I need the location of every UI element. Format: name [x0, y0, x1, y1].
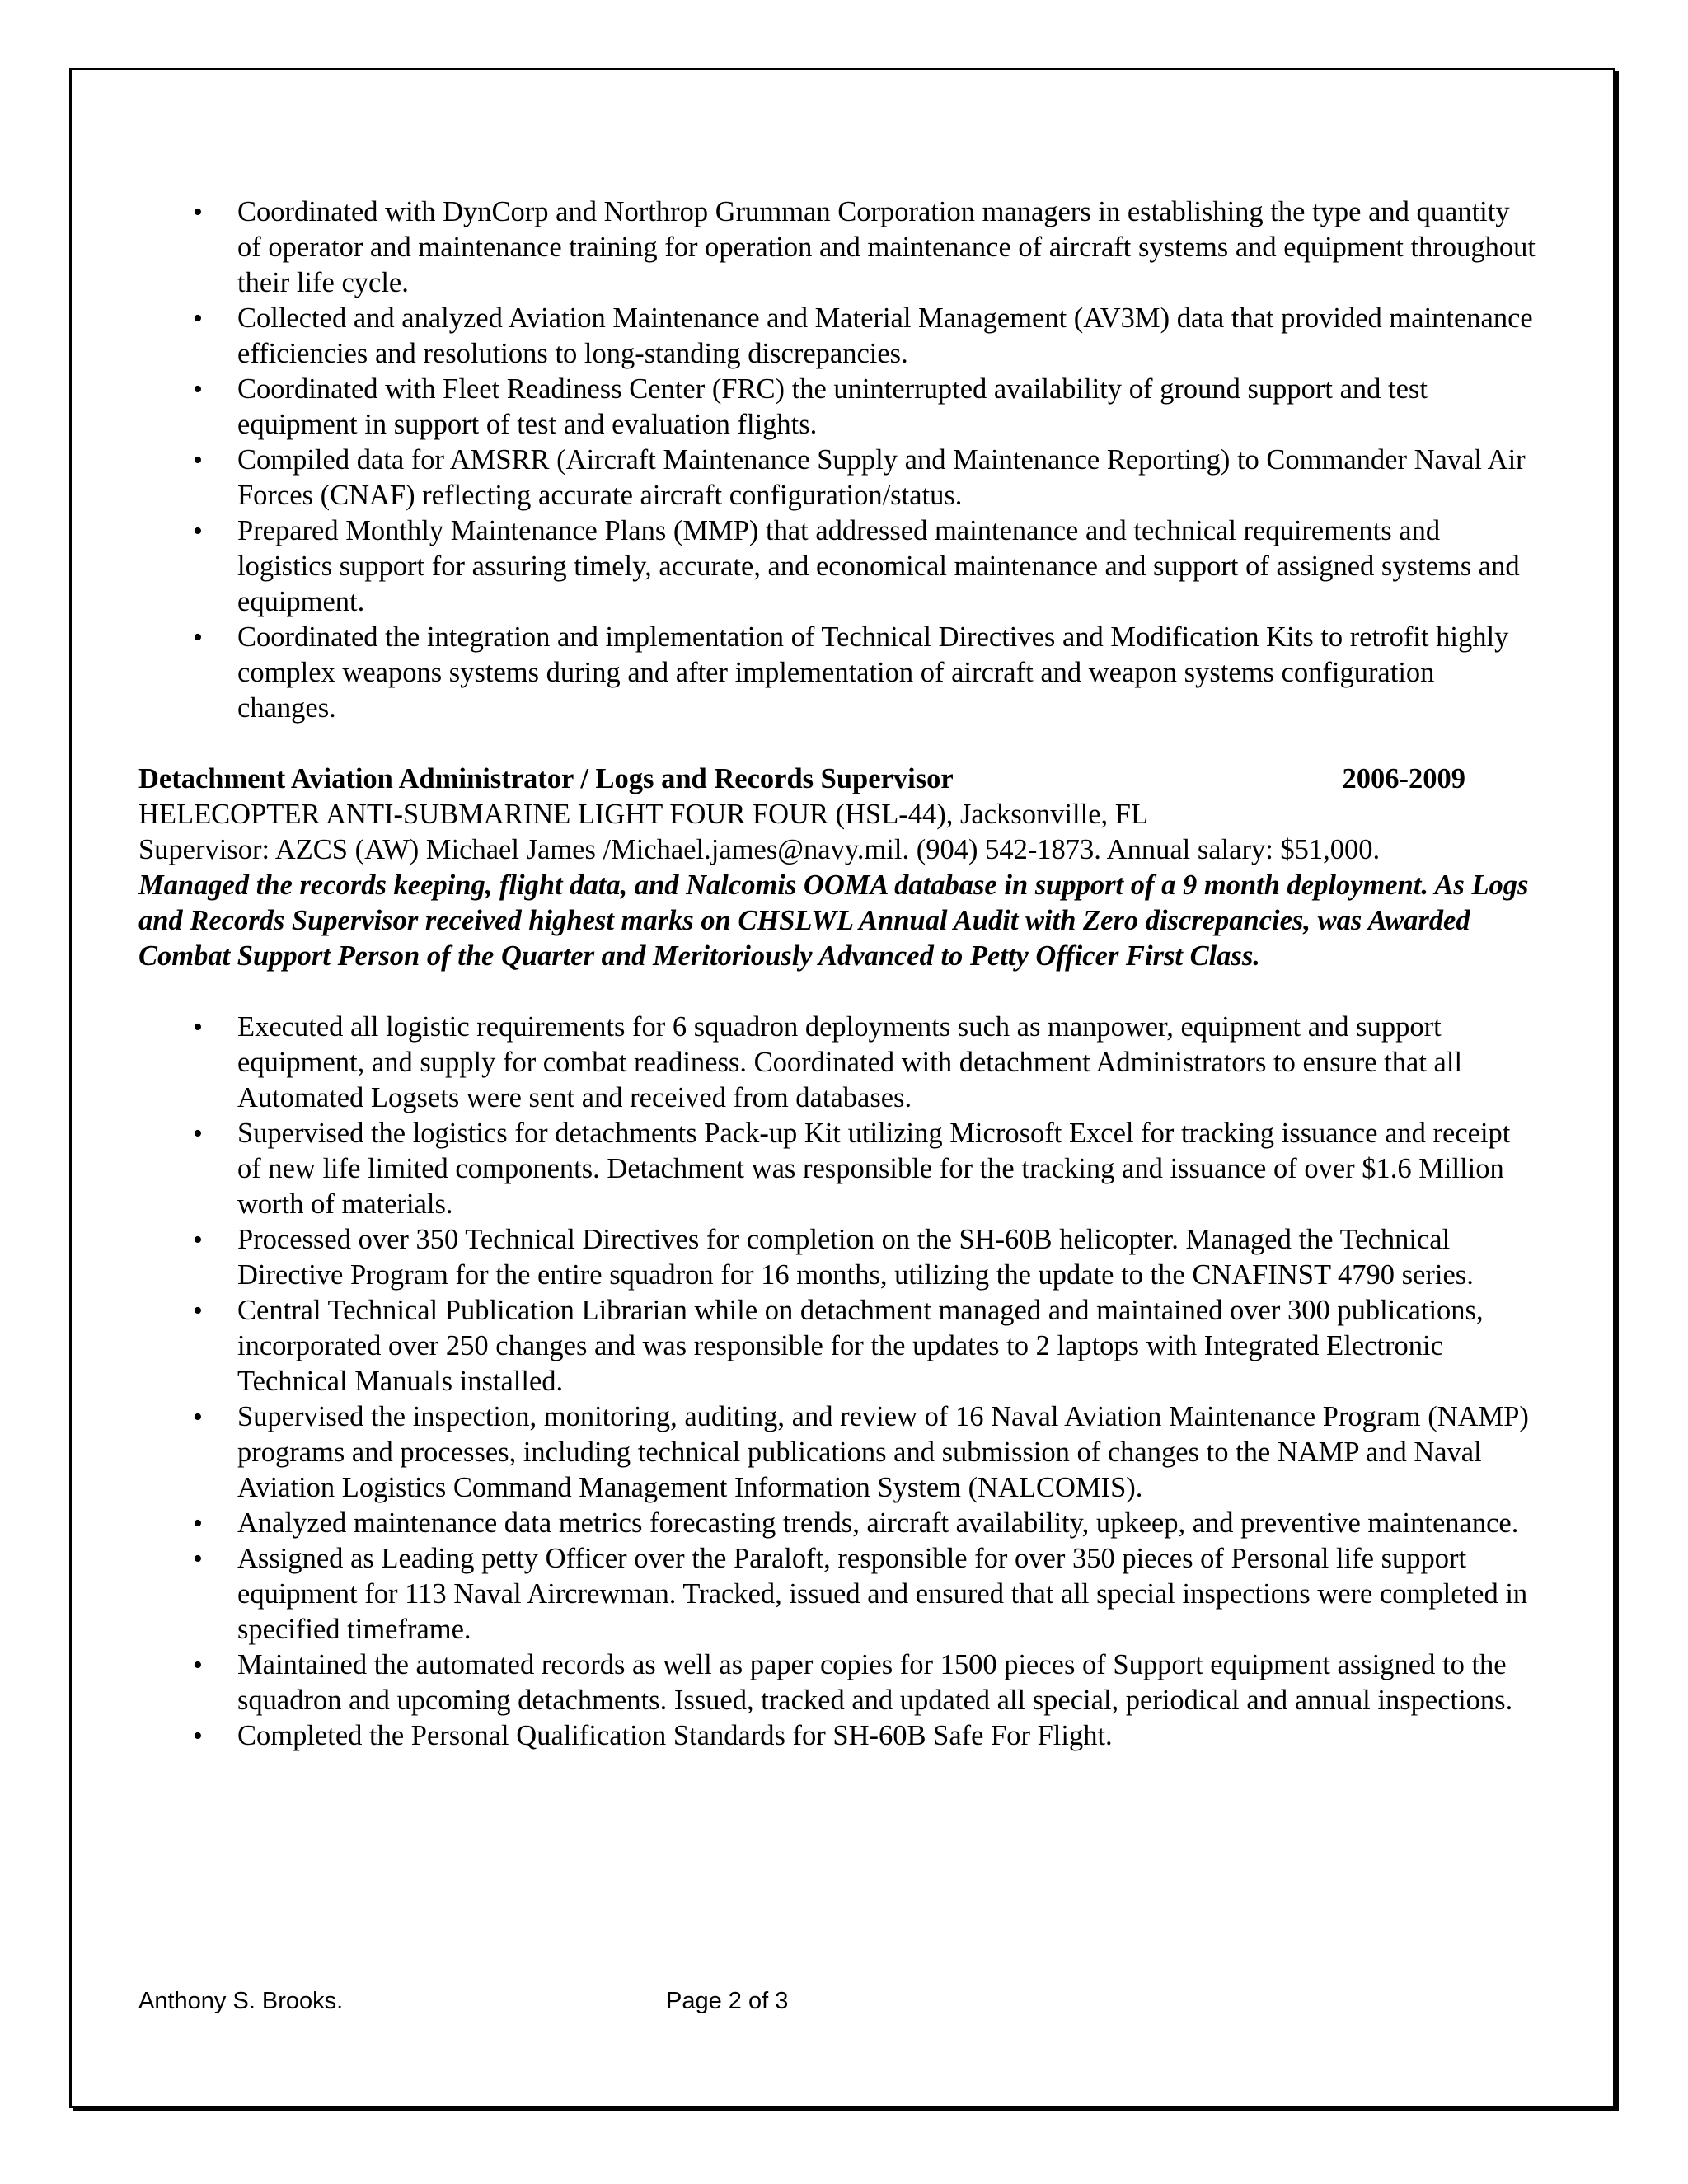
- list-item: • Maintained the automated records as well as paper copies for 1500 pieces of Support equipment assigned to the squadron and upcoming detachments. Issued, tracked and updated all special, periodical and annual inspections.: [138, 1647, 1540, 1718]
- job-dates: 2006-2009: [1342, 763, 1465, 794]
- job-title: Detachment Aviation Administrator / Logs and Records Supervisor: [138, 763, 954, 794]
- list-item: • Completed the Personal Qualification Standards for SH-60B Safe For Flight.: [138, 1718, 1540, 1754]
- footer-name: Anthony S. Brooks.: [138, 1988, 344, 2014]
- job-unit: HELECOPTER ANTI-SUBMARINE LIGHT FOUR FOUR (HSL-44), Jacksonville, FL: [138, 799, 1149, 830]
- list-item: • Coordinated with DynCorp and Northrop Grumman Corporation managers in establishing the type and quantity of operator and maintenance training for operation and maintenance of aircraft systems and equipment throughout their life cycle.: [138, 194, 1540, 301]
- spacer: [138, 974, 1540, 1010]
- list-item: • Collected and analyzed Aviation Maintenance and Material Management (AV3M) data that provided maintenance efficiencies and resolutions to long-standing discrepancies.: [138, 301, 1540, 372]
- bullet-list-job: [138, 1010, 1540, 1754]
- list-item: • Central Technical Publication Librarian while on detachment managed and maintained over 300 publications, incorporated over 250 changes and was responsible for the updates to 2 laptops with Integrated Electronic Technical Manuals installed.: [138, 1293, 1540, 1399]
- job-header: [138, 762, 1465, 797]
- list-item: • Compiled data for AMSRR (Aircraft Maintenance Supply and Maintenance Reporting) to Commander Naval Air Forces (CNAF) reflecting accurate aircraft configuration/status.: [138, 443, 1540, 513]
- list-item: • Assigned as Leading petty Officer over the Paraloft, responsible for over 350 pieces of Personal life support equipment for 113 Naval Aircrewman. Tracked, issued and ensured that all special inspections were completed in specified timeframe.: [138, 1541, 1540, 1647]
- list-item: • Coordinated the integration and implementation of Technical Directives and Modification Kits to retrofit highly complex weapons systems during and after implementation of aircraft and weapon systems configuration changes.: [138, 620, 1540, 726]
- list-item: • Supervised the inspection, monitoring, auditing, and review of 16 Naval Aviation Maintenance Program (NAMP) programs and processes, including technical publications and submission of changes to the NAMP and Naval Aviation Logistics Command Management Information System (NALCOMIS).: [138, 1399, 1540, 1506]
- footer-page-number: Page 2 of 3: [666, 1988, 789, 2014]
- job-supervisor: Supervisor: AZCS (AW) Michael James /Michael.james@navy.mil. (904) 542-1873. Annual salary: $51,000.: [138, 834, 1381, 865]
- list-item: • Supervised the logistics for detachments Pack-up Kit utilizing Microsoft Excel for tracking issuance and receipt of new life limited components. Detachment was responsible for the tracking and issuance of over $1.6 Million worth of materials.: [138, 1116, 1540, 1222]
- resume-content: [138, 194, 1540, 1754]
- list-item: • Analyzed maintenance data metrics forecasting trends, aircraft availability, upkeep, and preventive maintenance.: [138, 1506, 1540, 1541]
- list-item: • Prepared Monthly Maintenance Plans (MMP) that addressed maintenance and technical requirements and logistics support for assuring timely, accurate, and economical maintenance and support of assigned systems and equipment.: [138, 513, 1540, 620]
- job-summary: Managed the records keeping, flight data, and Nalcomis OOMA database in support of a 9 month deployment. As Logs and Records Supervisor received highest marks on CHSLWL Annual Audit with Zero discrepancies, was Awarded Combat Support Person of the Quarter and Meritoriously Advanced to Petty Officer First Class.: [138, 869, 1529, 972]
- list-item: • Processed over 350 Technical Directives for completion on the SH-60B helicopter. Managed the Technical Directive Program for the entire squadron for 16 months, utilizing the update to the CNAFINST 4790 series.: [138, 1222, 1540, 1293]
- list-item: • Coordinated with Fleet Readiness Center (FRC) the uninterrupted availability of ground support and test equipment in support of test and evaluation flights.: [138, 372, 1540, 443]
- list-item: • Executed all logistic requirements for 6 squadron deployments such as manpower, equipment and support equipment, and supply for combat readiness. Coordinated with detachment Administrators to ensure that all Automated Logsets were sent and received from databases.: [138, 1010, 1540, 1116]
- bullet-list-top: [138, 194, 1540, 726]
